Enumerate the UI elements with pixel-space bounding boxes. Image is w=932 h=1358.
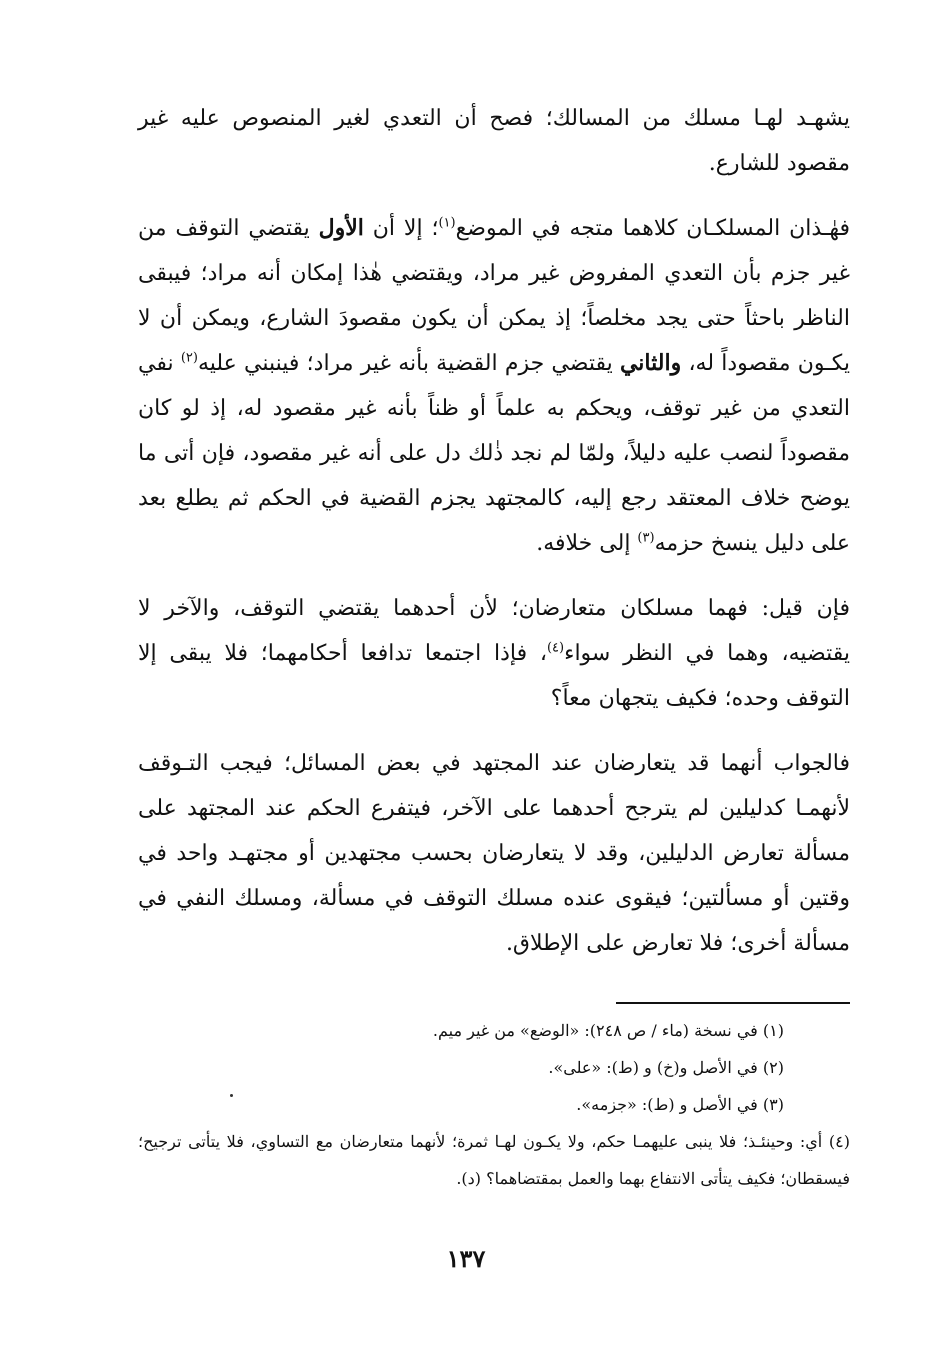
footnote-3: (٣) في الأصل و (ط): «جزمه».: [576, 1095, 784, 1114]
text-run: إلى خلافه.: [536, 531, 638, 556]
footnote-ref: (٢): [180, 350, 198, 366]
bold-term: والثاني: [619, 350, 682, 376]
text-run: ، فإذا اجتمعا تدافعا أحكامهما؛ فلا يبقى إلا التوقف وحده؛ فكيف يتجهان معاً؟: [138, 641, 850, 711]
text-run: يقتضي جزم القضية بأنه غير مراد؛ فينبني عليه: [197, 351, 620, 376]
paragraph-2: [138, 206, 850, 566]
footnote-ref: (١): [438, 215, 456, 231]
footnote-ref: (٤): [546, 640, 565, 656]
print-speck: [230, 1094, 233, 1097]
paragraph-1: [138, 96, 850, 186]
bold-term: الأول: [318, 215, 364, 241]
text-run: ؛ إلا أن: [363, 216, 439, 241]
footnote-1: (١) في نسخة (ماء / ص ٢٤٨): «الوضع» من غير ميم.: [432, 1021, 784, 1040]
text-run: فالجواب أنهما قد يتعارضان عند المجتهد في بعض المسائل؛ فيجب التـوقف لأنهمـا كدليلين لم يترجح أحدهما على الآخر، فيتفرع الحكم عند المجتهد على مسألة تعارض الدليلين، وقد لا يتعارضان بحسب مجتهدين أو مجتهـد واحد في وقتين أو مسألتين؛ فيقوى عنده مسلك التوقف في مسألة، ومسلك النفي في مسألة أخرى؛ فلا تعارض على الإطلاق.: [138, 751, 851, 956]
footnote-2: (٢) في الأصل و(خ) و (ط): «على».: [548, 1058, 784, 1077]
text-run: فإن قيل: فهما مسلكان متعارضان؛ لأن أحدهما يقتضي التوقف، والآخر لا يقتضيه، وهما في النظر سواء: [138, 596, 851, 666]
page-number: ١٣٧: [446, 1244, 486, 1273]
text-run: يقتضي التوقف من غير جزم بأن التعدي المفروض غير مراد، ويقتضي هٰذا إمكان أنه مراد؛ فيبقى الناظر باحثاً حتى يجد مخلصاً؛ إذ يمكن أن يكون مقصودَ الشارع، ويمكن أن لا يكـون مقصوداً له،: [138, 216, 850, 376]
main-text: [138, 96, 850, 986]
text-run: فهٰـذان المسلكـان كلاهما متجه في الموضع: [455, 216, 851, 241]
paragraph-4: [138, 741, 850, 966]
footnote-divider: [616, 1002, 850, 1004]
paragraph-3: [138, 586, 850, 721]
text-run: نفي التعدي من غير توقف، ويحكم به علماً أو ظناً بأنه غير مقصود له، إذ لو كان مقصوداً لنصب عليه دليلاً، ولمّا لم نجد ذٰلك دل على أنه غير مقصود، فإن أتى ما يوضح خلاف المعتقد رجع إليه، كالمجتهد يجزم القضية في الحكم ثم يطلع بعد على دليل ينسخ حزمه: [138, 351, 850, 556]
text-run: يشهـد لهـا مسلك من المسالك؛ فصح أن التعدي لغير المنصوص عليه غير مقصود للشارع.: [138, 106, 850, 176]
footnotes: [138, 1012, 850, 1197]
footnote-4: (٤) أي: وحينئـذ؛ فلا ينبى عليهمـا حكم، ولا يكـون لهـا ثمرة؛ لأنهما متعارضان مع التساوي، فلا يتأتى ترجيح؛ فيسقطان؛ فكيف يتأتى الانتفاع بهما والعمل بمقتضاهما؟ (د).: [138, 1132, 851, 1188]
footnote-ref: (٣): [637, 530, 655, 546]
